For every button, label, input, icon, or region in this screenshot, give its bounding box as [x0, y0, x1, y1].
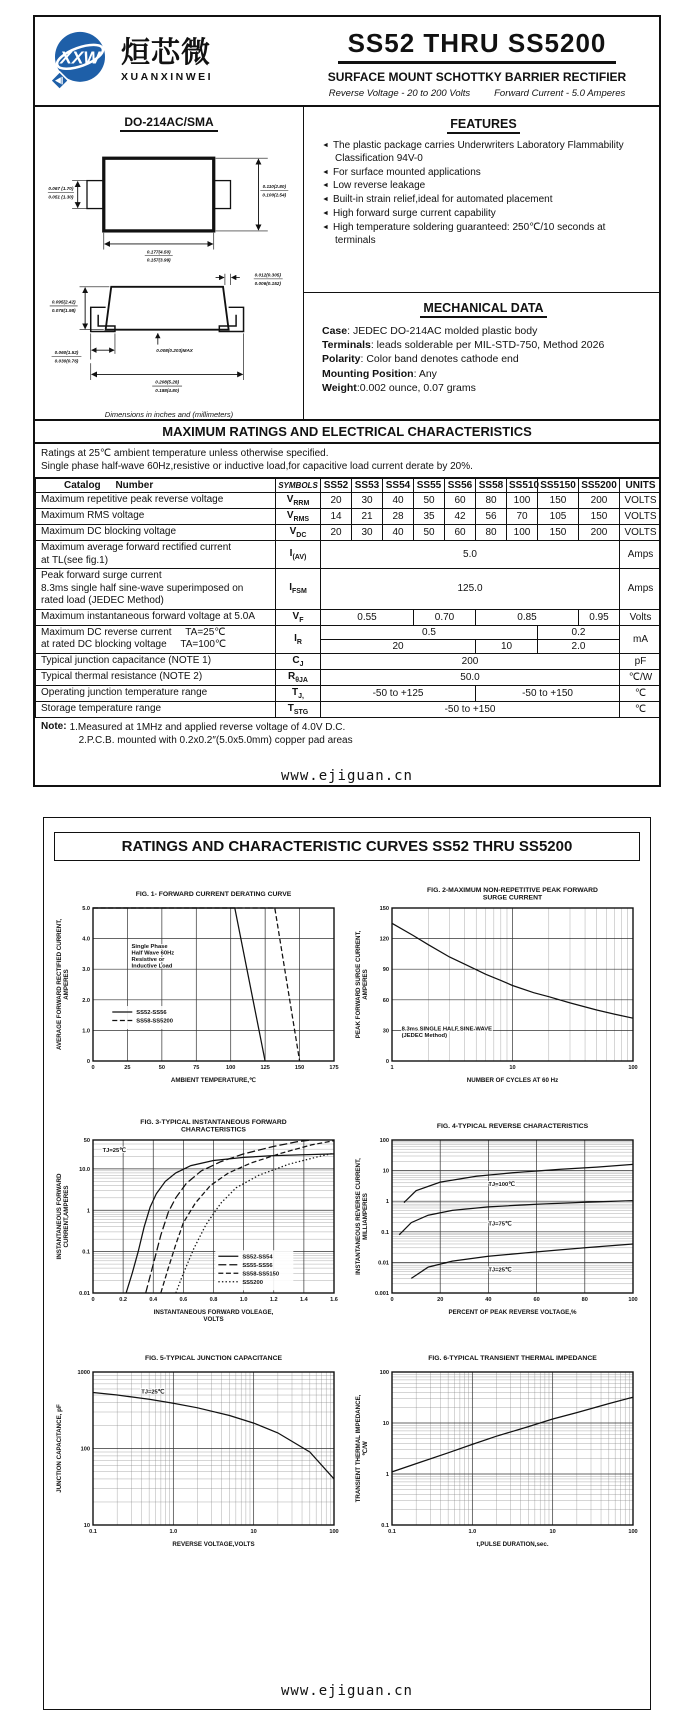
svg-text:150: 150: [379, 906, 389, 912]
svg-text:TJ=75℃: TJ=75℃: [487, 1221, 512, 1228]
value-cell: 150: [579, 509, 620, 525]
svg-text:75: 75: [192, 1065, 199, 1071]
svg-text:NUMBER OF CYCLES AT 60 Hz: NUMBER OF CYCLES AT 60 Hz: [466, 1077, 558, 1084]
svg-text:30: 30: [382, 1028, 389, 1035]
svg-text:SS58-SS5150: SS58-SS5150: [241, 1271, 279, 1278]
parameter-label: Peak forward surge current 8.3ms single half sine-wave superimposed on rated load (JEDEC Method): [36, 569, 276, 610]
svg-text:1000: 1000: [77, 1370, 90, 1376]
svg-text:0: 0: [86, 1059, 90, 1065]
value-cell: 100: [507, 493, 538, 509]
svg-text:1.0: 1.0: [81, 1028, 90, 1035]
svg-text:TJ=25℃: TJ=25℃: [140, 1389, 164, 1396]
mechanical-data-lines: [322, 324, 645, 395]
svg-text:0.01: 0.01: [78, 1291, 90, 1297]
company-name-cn: 烜芯微: [121, 37, 212, 69]
svg-text:100: 100: [627, 1529, 638, 1535]
svg-text:10: 10: [382, 1168, 389, 1175]
datasheet-page-2: [43, 817, 651, 1710]
part-column-header: SS52: [321, 479, 352, 493]
value-cell: 70: [507, 509, 538, 525]
figure-2-chart: [351, 883, 643, 1095]
value-cell: 125.0: [321, 569, 620, 610]
svg-text:0.008(0.203)MAX: 0.008(0.203)MAX: [156, 348, 193, 354]
value-cell: -50 to +150: [321, 701, 620, 717]
svg-text:1: 1: [86, 1208, 90, 1215]
parameter-label: Storage temperature range: [36, 701, 276, 717]
svg-text:2.0: 2.0: [81, 997, 90, 1004]
symbol-cell: $V_{RRM}$: [276, 493, 321, 509]
unit-cell: pF: [620, 653, 662, 669]
value-cell: 50.0: [321, 669, 620, 685]
svg-text:25: 25: [123, 1065, 131, 1071]
upper-content: [35, 107, 659, 419]
device-specs-line: [295, 88, 659, 99]
svg-text:10.0: 10.0: [78, 1166, 90, 1173]
mechanical-data-line: Case: JEDEC DO-214AC molded plastic body: [322, 325, 538, 337]
value-cell: 42: [445, 509, 476, 525]
value-cell: 100: [507, 525, 538, 541]
svg-text:FIG. 4-TYPICAL REVERSE CHARACT: FIG. 4-TYPICAL REVERSE CHARACTERISTICS: [436, 1123, 588, 1130]
company-name-en: XUANXINWEI: [121, 71, 214, 83]
symbols-header: SYMBOLS: [276, 479, 321, 493]
value-cell: 20: [321, 639, 476, 653]
svg-text:0.006(0.152): 0.006(0.152): [254, 280, 281, 286]
logo-text: [121, 39, 213, 83]
svg-text:0.078(1.98): 0.078(1.98): [51, 307, 76, 313]
svg-text:90: 90: [382, 967, 389, 974]
svg-text:AMPERES: AMPERES: [62, 969, 70, 1000]
svg-text:SS55-SS56: SS55-SS56: [241, 1262, 273, 1269]
svg-text:REVERSE VOLTAGE,VOLTS: REVERSE VOLTAGE,VOLTS: [171, 1541, 255, 1548]
value-cell: 20: [321, 525, 352, 541]
value-cell: 150: [538, 525, 579, 541]
svg-text:0.1: 0.1: [81, 1249, 90, 1256]
value-cell: 20: [321, 493, 352, 509]
svg-text:60: 60: [532, 1297, 540, 1303]
unit-cell: mA: [620, 625, 662, 653]
feature-item: ◄ High forward surge current capability: [322, 208, 645, 221]
features-list: [322, 140, 645, 247]
svg-text:TJ=100℃: TJ=100℃: [487, 1181, 515, 1188]
logo-globe-icon: [45, 26, 115, 96]
title-block: [295, 24, 659, 99]
svg-text:CURRENT,AMPERES: CURRENT,AMPERES: [62, 1185, 70, 1248]
svg-text:0.1: 0.1: [88, 1529, 97, 1535]
svg-text:100: 100: [328, 1529, 339, 1535]
part-column-header: SS510: [507, 479, 538, 493]
package-outline-drawing: [46, 134, 292, 410]
value-cell: 80: [476, 493, 507, 509]
parameter-label: Typical thermal resistance (NOTE 2): [36, 669, 276, 685]
figure-4-chart: [351, 1115, 643, 1327]
svg-text:0: 0: [90, 1297, 95, 1303]
package-drawing-column: [35, 107, 303, 419]
value-cell: 50: [414, 493, 445, 509]
value-cell: 60: [445, 525, 476, 541]
unit-cell: ℃: [620, 685, 662, 701]
feature-item: ◄ For surface mounted applications: [322, 167, 645, 180]
parameter-label: Maximum DC blocking voltage: [36, 525, 276, 541]
company-logo: [35, 26, 295, 96]
mechanical-data-line: Terminals: leads solderable per MIL-STD-750, Method 2026: [322, 339, 605, 352]
value-cell: 35: [414, 509, 445, 525]
svg-text:10: 10: [83, 1523, 90, 1529]
svg-text:1.6: 1.6: [329, 1297, 338, 1303]
svg-text:PERCENT OF PEAK REVERSE VOLTAG: PERCENT OF PEAK REVERSE VOLTAGE,%: [447, 1309, 577, 1316]
curves-page-heading: RATINGS AND CHARACTERISTIC CURVES SS52 THRU SS5200: [54, 832, 640, 861]
svg-text:0.177(4.50): 0.177(4.50): [146, 249, 171, 255]
mechanical-data-heading: MECHANICAL DATA: [420, 301, 546, 318]
value-cell: 0.95: [579, 609, 620, 625]
svg-text:0.001: 0.001: [374, 1291, 389, 1297]
svg-text:120: 120: [379, 936, 389, 943]
document-canvas: [0, 15, 694, 1710]
svg-text:10: 10: [382, 1421, 389, 1427]
parameter-label: Maximum instantaneous forward voltage at 5.0A: [36, 609, 276, 625]
note-text: 1.Measured at 1MHz and applied reverse voltage of 4.0V D.C.: [69, 721, 346, 733]
svg-text:0.067 (1.70): 0.067 (1.70): [48, 185, 74, 191]
value-cell: 10: [476, 639, 538, 653]
note-text: 2.P.C.B. mounted with 0.2x0.2″(5.0x5.0mm) copper pad areas: [78, 735, 353, 746]
svg-text:100: 100: [627, 1065, 638, 1071]
mechanical-data-line: Polarity: Color band denotes cathode end: [322, 353, 519, 366]
parameter-label: Maximum RMS voltage: [36, 509, 276, 525]
svg-text:0.100(2.54): 0.100(2.54): [262, 192, 287, 198]
unit-cell: VOLTS: [620, 525, 662, 541]
svg-text:FIG. 2-MAXIMUM NON-REPETITIVE: FIG. 2-MAXIMUM NON-REPETITIVE PEAK FORWARD: [426, 887, 598, 894]
svg-text:100: 100: [379, 1370, 389, 1376]
value-cell: 0.70: [414, 609, 476, 625]
svg-text:0.6: 0.6: [178, 1297, 187, 1303]
symbol-cell: $V_F$: [276, 609, 321, 625]
svg-text:Single Phase: Single Phase: [131, 943, 168, 950]
svg-text:XXW: XXW: [60, 47, 100, 68]
ratings-section-heading: MAXIMUM RATINGS AND ELECTRICAL CHARACTERISTICS: [35, 419, 659, 444]
svg-text:TRANSIENT THERMAL IMPEDANCE,: TRANSIENT THERMAL IMPEDANCE,: [354, 1394, 362, 1503]
svg-text:125: 125: [259, 1065, 270, 1071]
catalog-number-header: Catalog Number: [36, 479, 276, 493]
svg-text:SS52-SS54: SS52-SS54: [241, 1254, 273, 1261]
svg-text:10: 10: [549, 1529, 556, 1535]
package-top-view: [48, 158, 288, 262]
value-cell: -50 to +150: [476, 685, 620, 701]
package-name: DO-214AC/SMA: [120, 115, 217, 132]
ratings-conditions: [35, 444, 659, 478]
value-cell: 105: [538, 509, 579, 525]
value-cell: 0.55: [321, 609, 414, 625]
parameter-label: Operating junction temperature range: [36, 685, 276, 701]
forward-current-spec: Forward Current - 5.0 Amperes: [494, 87, 626, 99]
svg-text:0.051 (1.30): 0.051 (1.30): [48, 194, 74, 200]
svg-text:Resistive or: Resistive or: [131, 956, 164, 963]
value-cell: 40: [383, 493, 414, 509]
unit-cell: VOLTS: [620, 493, 662, 509]
value-cell: 28: [383, 509, 414, 525]
svg-text:100: 100: [80, 1446, 90, 1453]
features-heading: FEATURES: [447, 117, 519, 134]
part-column-header: SS56: [445, 479, 476, 493]
parameter-label: Maximum DC reverse current TA=25℃ at rated DC blocking voltage TA=100℃: [36, 625, 276, 653]
svg-text:100: 100: [627, 1297, 638, 1303]
value-cell: -50 to +125: [321, 685, 476, 701]
note-lines: [70, 721, 353, 748]
svg-text:10: 10: [508, 1065, 516, 1071]
svg-text:INSTANTANEOUS FORWARD: INSTANTANEOUS FORWARD: [55, 1173, 63, 1260]
website-url: www.ejiguan.cn: [280, 767, 413, 784]
svg-text:MILLIAMPERES: MILLIAMPERES: [361, 1193, 369, 1240]
svg-text:TJ=25℃: TJ=25℃: [487, 1267, 512, 1274]
svg-text:AVERAGE FORWARD RECTIFIED CURR: AVERAGE FORWARD RECTIFIED CURRENT,: [55, 918, 63, 1051]
value-cell: 80: [476, 525, 507, 541]
unit-cell: Amps: [620, 541, 662, 569]
symbol-cell: $R_{\theta JA}$: [276, 669, 321, 685]
part-column-header: SS53: [352, 479, 383, 493]
symbol-cell: $V_{RMS}$: [276, 509, 321, 525]
svg-text:0.2: 0.2: [118, 1297, 127, 1303]
unit-cell: ℃: [620, 701, 662, 717]
features-section: [304, 107, 659, 293]
svg-text:0.157(3.99): 0.157(3.99): [146, 257, 171, 263]
datasheet-page-1: [33, 15, 661, 787]
svg-text:Half Wave 60Hz: Half Wave 60Hz: [131, 950, 174, 957]
svg-text:175: 175: [328, 1065, 339, 1071]
parameter-label: Maximum average forward rectified current at TL(see fig.1): [36, 541, 276, 569]
value-cell: 56: [476, 509, 507, 525]
part-column-header: SS5150: [538, 479, 579, 493]
svg-text:0: 0: [385, 1059, 389, 1065]
svg-text:20: 20: [436, 1297, 443, 1303]
svg-text:SURGE CURRENT: SURGE CURRENT: [482, 894, 542, 902]
value-cell: 150: [538, 493, 579, 509]
units-header: UNITS: [620, 479, 662, 493]
svg-text:100: 100: [379, 1138, 389, 1144]
svg-text:℃/W: ℃/W: [361, 1441, 369, 1456]
svg-text:SS52-SS56: SS52-SS56: [135, 1010, 167, 1017]
value-cell: 200: [579, 525, 620, 541]
feature-item: ◄ The plastic package carries Underwriters Laboratory Flammability Classification 94V-0: [322, 140, 645, 166]
mechanical-data-line: Mounting Position: Any: [322, 367, 437, 380]
svg-text:150: 150: [294, 1065, 304, 1071]
svg-text:0.012(0.305): 0.012(0.305): [254, 272, 281, 278]
svg-text:5.0: 5.0: [81, 906, 90, 912]
part-column-header: SS5200: [579, 479, 620, 493]
svg-text:4.0: 4.0: [81, 936, 90, 943]
svg-text:INSTANTANEOUS REVERSE CURRENT,: INSTANTANEOUS REVERSE CURRENT,: [354, 1158, 362, 1275]
reverse-voltage-spec: Reverse Voltage - 20 to 200 Volts: [328, 87, 471, 99]
svg-text:SS5200: SS5200: [241, 1279, 263, 1286]
value-cell: 21: [352, 509, 383, 525]
svg-text:1: 1: [389, 1065, 394, 1071]
svg-text:0.208(5.28): 0.208(5.28): [155, 379, 180, 385]
svg-text:8.3ms SINGLE HALF SINE-WAVE: 8.3ms SINGLE HALF SINE-WAVE: [401, 1026, 492, 1033]
svg-text:10: 10: [250, 1529, 257, 1535]
parameter-label: Typical junction capacitance (NOTE 1): [36, 653, 276, 669]
svg-text:TJ=25℃: TJ=25℃: [102, 1148, 126, 1155]
svg-text:100: 100: [225, 1065, 235, 1071]
svg-text:INSTANTANEOUS FORWARD VOLEAGE,: INSTANTANEOUS FORWARD VOLEAGE,: [153, 1309, 273, 1316]
value-cell: 30: [352, 525, 383, 541]
ratings-condition-2: Single phase half-wave 60Hz,resistive or inductive load,for capacitive load current derate by 20%.: [41, 461, 473, 472]
svg-text:(JEDEC Method): (JEDEC Method): [401, 1032, 447, 1039]
svg-text:0.1: 0.1: [380, 1229, 389, 1236]
svg-text:0.8: 0.8: [209, 1297, 217, 1303]
svg-text:50: 50: [83, 1138, 90, 1144]
value-cell: 0.85: [476, 609, 579, 625]
ratings-table: [35, 478, 661, 718]
figure-6-chart: [351, 1347, 643, 1559]
svg-text:1: 1: [385, 1199, 389, 1206]
svg-text:t,PULSE DURATION,sec.: t,PULSE DURATION,sec.: [475, 1541, 549, 1548]
website-url: www.ejiguan.cn: [280, 1683, 413, 1699]
svg-text:0.01: 0.01: [377, 1260, 389, 1267]
svg-text:0.4: 0.4: [148, 1297, 157, 1303]
svg-text:AMBIENT TEMPERATURE,℃: AMBIENT TEMPERATURE,℃: [170, 1077, 256, 1084]
svg-text:FIG. 1- FORWARD CURRENT DERATI: FIG. 1- FORWARD CURRENT DERATING CURVE: [135, 891, 291, 898]
value-cell: 200: [579, 493, 620, 509]
svg-text:0.188(4.80): 0.188(4.80): [155, 388, 180, 394]
table-notes: [35, 718, 659, 754]
svg-text:SS58-SS5200: SS58-SS5200: [135, 1018, 173, 1025]
feature-item: ◄ High temperature soldering guaranteed: 250℃/10 seconds at terminals: [322, 222, 645, 248]
svg-text:FIG. 6-TYPICAL TRANSIENT THERM: FIG. 6-TYPICAL TRANSIENT THERMAL IMPEDANCE: [427, 1355, 597, 1362]
feature-item: ◄ Low reverse leakage: [322, 180, 645, 193]
svg-text:0.030(0.76): 0.030(0.76): [54, 358, 79, 364]
parameter-label: Maximum repetitive peak reverse voltage: [36, 493, 276, 509]
svg-text:60: 60: [382, 997, 389, 1004]
unit-cell: VOLTS: [620, 509, 662, 525]
svg-text:3.0: 3.0: [81, 967, 90, 974]
characteristic-curves-grid: [44, 861, 650, 1559]
svg-text:PEAK FORWARD SURGE CURRENT,: PEAK FORWARD SURGE CURRENT,: [354, 930, 362, 1039]
svg-text:1.0: 1.0: [239, 1297, 248, 1303]
symbol-cell: $I_{(AV)}$: [276, 541, 321, 569]
unit-cell: Amps: [620, 569, 662, 610]
svg-text:0: 0: [389, 1297, 394, 1303]
part-column-header: SS55: [414, 479, 445, 493]
unit-cell: Volts: [620, 609, 662, 625]
figure-5-chart: [52, 1347, 344, 1559]
symbol-cell: $V_{DC}$: [276, 525, 321, 541]
part-number-title: SS52 THRU SS5200: [338, 28, 617, 64]
value-cell: 14: [321, 509, 352, 525]
svg-text:0.1: 0.1: [387, 1529, 396, 1535]
figure-1-chart: [52, 883, 344, 1095]
part-column-header: SS54: [383, 479, 414, 493]
svg-text:40: 40: [484, 1297, 492, 1303]
svg-text:80: 80: [581, 1297, 588, 1303]
svg-text:FIG. 5-TYPICAL JUNCTION CAPACI: FIG. 5-TYPICAL JUNCTION CAPACITANCE: [144, 1355, 282, 1362]
part-column-header: SS58: [476, 479, 507, 493]
svg-text:0.060(1.52): 0.060(1.52): [54, 349, 79, 355]
svg-text:1.0: 1.0: [467, 1529, 476, 1535]
svg-text:1.2: 1.2: [269, 1297, 278, 1303]
unit-cell: ℃/W: [620, 669, 662, 685]
symbol-cell: $T_{STG}$: [276, 701, 321, 717]
value-cell: 40: [383, 525, 414, 541]
svg-text:JUNCTION CAPACITANCE, pF: JUNCTION CAPACITANCE, pF: [55, 1404, 63, 1493]
symbol-cell: $C_J$: [276, 653, 321, 669]
svg-text:50: 50: [158, 1065, 165, 1071]
value-cell: 200: [321, 653, 620, 669]
features-mechanical-column: [303, 107, 659, 419]
figure-3-chart: [52, 1115, 344, 1327]
symbol-cell: $I_{FSM}$: [276, 569, 321, 610]
mechanical-data-section: [304, 293, 659, 395]
svg-text:1: 1: [385, 1472, 389, 1478]
header: [35, 17, 659, 107]
svg-text:FIG. 3-TYPICAL INSTANTANEOUS F: FIG. 3-TYPICAL INSTANTANEOUS FORWARD: [139, 1119, 287, 1126]
svg-text:VOLTS: VOLTS: [202, 1316, 224, 1323]
value-cell: 50: [414, 525, 445, 541]
svg-text:1.0: 1.0: [168, 1529, 177, 1535]
svg-text:Inductive Load: Inductive Load: [131, 963, 172, 970]
symbol-cell: $I_R$: [276, 625, 321, 653]
ratings-condition-1: Ratings at 25℃ ambient temperature unless otherwise specified.: [41, 448, 329, 459]
svg-text:1.4: 1.4: [299, 1297, 308, 1303]
svg-text:CHARACTERISTICS: CHARACTERISTICS: [180, 1126, 246, 1134]
svg-text:0.095(2.42): 0.095(2.42): [51, 299, 76, 305]
symbol-cell: $T_{J,}$: [276, 685, 321, 701]
svg-text:0.1: 0.1: [380, 1523, 389, 1529]
note-label: Note:: [41, 720, 67, 732]
dimensions-note: Dimensions in inches and (millimeters): [104, 409, 234, 419]
value-cell: 60: [445, 493, 476, 509]
device-description: SURFACE MOUNT SCHOTTKY BARRIER RECTIFIER: [327, 69, 627, 84]
feature-item: ◄ Built-in strain relief,ideal for automated placement: [322, 194, 645, 207]
mechanical-data-line: Weight:0.002 ounce, 0.07 grams: [322, 381, 476, 394]
svg-text:AMPERES: AMPERES: [361, 969, 369, 1000]
value-cell: 5.0: [321, 541, 620, 569]
value-cell: 0.2: [538, 625, 620, 639]
svg-text:0.110(2.80): 0.110(2.80): [262, 184, 286, 190]
svg-text:0: 0: [90, 1065, 95, 1071]
package-side-view: [50, 273, 283, 394]
value-cell: 0.5: [321, 625, 538, 639]
value-cell: 2.0: [538, 639, 620, 653]
value-cell: 30: [352, 493, 383, 509]
